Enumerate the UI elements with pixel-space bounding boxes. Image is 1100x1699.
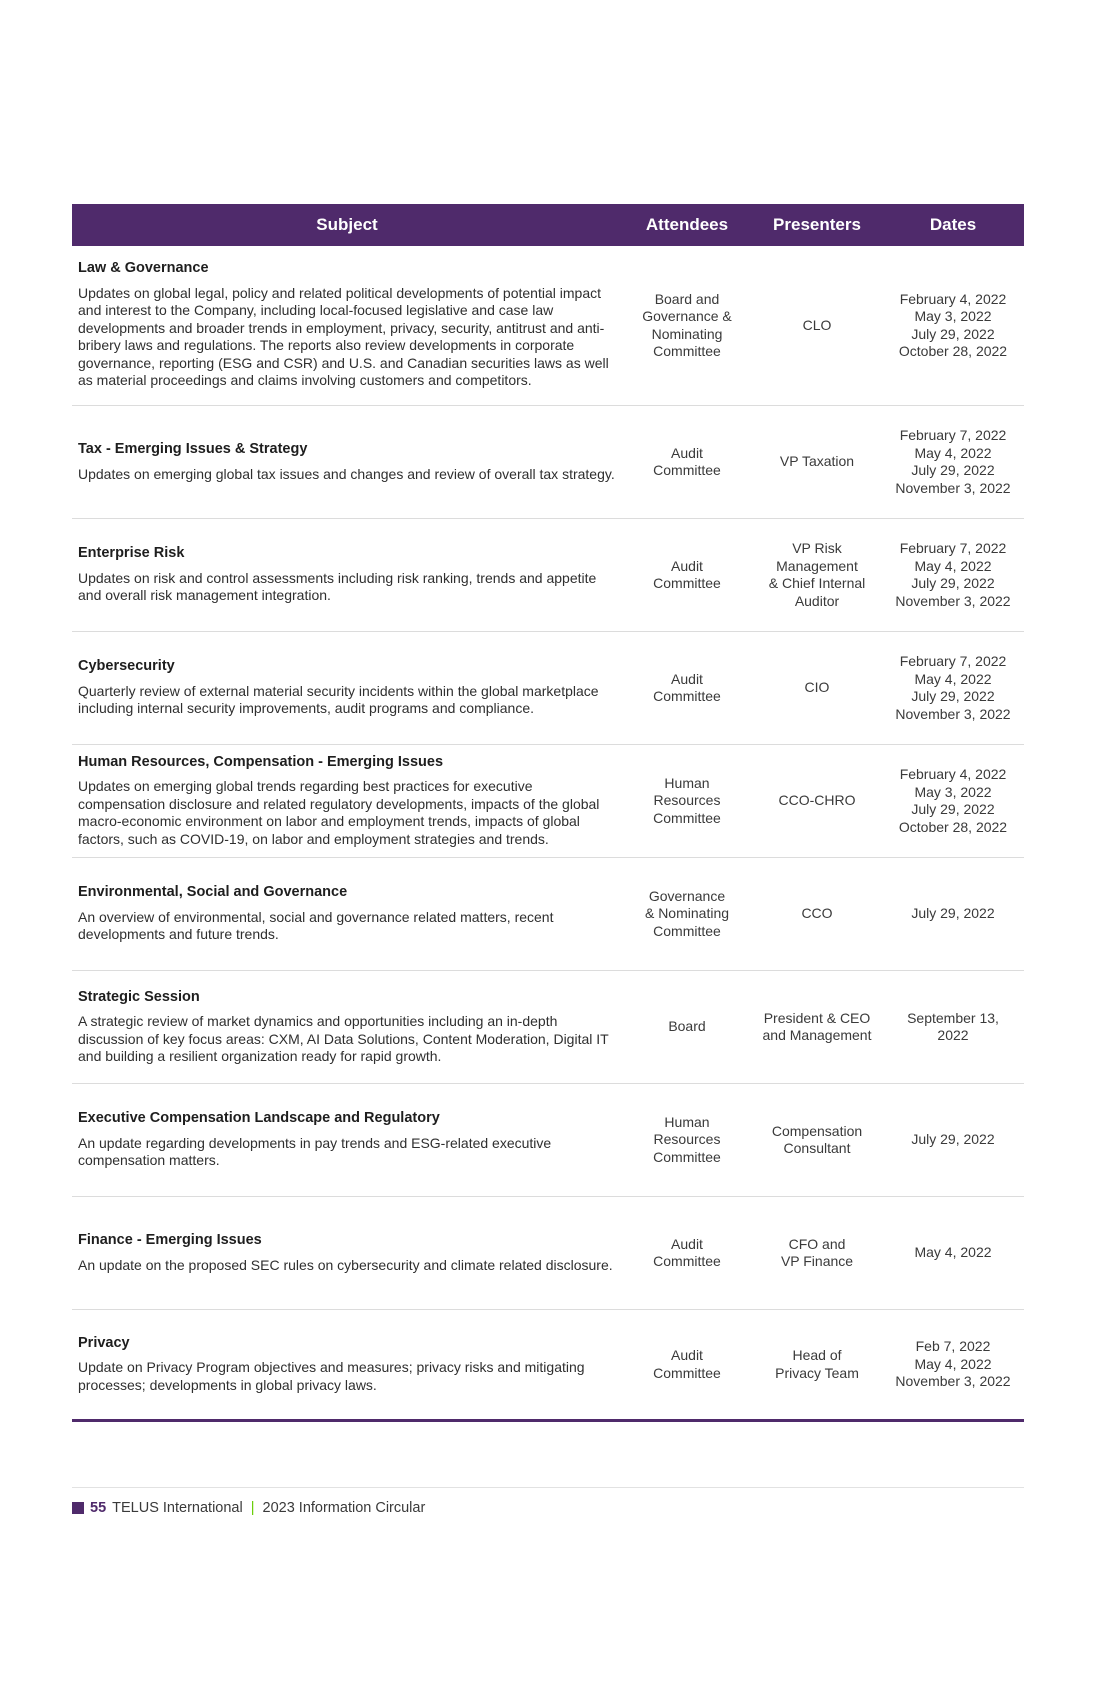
dates-cell: May 4, 2022 xyxy=(914,1244,992,1261)
table-row xyxy=(72,632,1024,745)
presenters-cell: CCO-CHRO xyxy=(778,792,856,809)
attendees-cell: Human Resources Committee xyxy=(653,1113,721,1165)
header-presenters: Presenters xyxy=(773,215,861,234)
subject-title: Executive Compensation Landscape and Regulatory xyxy=(78,1110,440,1127)
attendees-cell: Governance & Nominating Committee xyxy=(644,887,730,939)
subject-cell xyxy=(72,246,622,405)
attendees-cell: Audit Committee xyxy=(653,1235,721,1269)
attendees-cell: Audit Committee xyxy=(653,557,721,591)
table-row xyxy=(72,519,1024,632)
subject-description: Updates on global legal, policy and related political developments of potential impact and interest to the Company, including local-focused legislative and case law developments and broader trends in employment, privacy, security, antitrust and anti-bribery laws and regulations. The reports also review developments in corporate governance, reporting (ESG and CSR) and U.S. and Canadian securities laws as well as material proceedings and claims involving customers and competitors. xyxy=(78,284,609,388)
page-number: 55 xyxy=(90,1500,107,1516)
subject-description: Updates on risk and control assessments including risk ranking, trends and appetite and overall risk management integration. xyxy=(78,569,597,604)
attendees-cell: Audit Committee xyxy=(653,444,721,478)
attendees-cell: Board xyxy=(668,1018,706,1035)
company-name: TELUS International xyxy=(112,1500,243,1516)
dates-cell: September 13, 2022 xyxy=(907,1009,999,1043)
presenters-cell: Head of Privacy Team xyxy=(775,1347,859,1381)
document-title: 2023 Information Circular xyxy=(262,1500,426,1516)
footer-divider xyxy=(72,1487,1024,1488)
presenters-cell: CFO and VP Finance xyxy=(780,1235,854,1269)
dates-cell: February 7, 2022 May 4, 2022 July 29, 2022 November 3, 2022 xyxy=(895,653,1011,722)
subject-title: Cybersecurity xyxy=(78,658,175,675)
attendees-cell: Audit Committee xyxy=(653,670,721,704)
header-attendees: Attendees xyxy=(645,215,729,234)
header-subject: Subject xyxy=(316,215,378,234)
dates-cell: Feb 7, 2022 May 4, 2022 November 3, 2022 xyxy=(895,1338,1011,1390)
subject-title: Finance - Emerging Issues xyxy=(78,1232,262,1248)
subject-description: Quarterly review of external material security incidents within the global marketplace including internal security improvements, audit programs and compliance. xyxy=(78,682,599,717)
table-row xyxy=(72,858,1024,971)
subject-title: Law & Governance xyxy=(78,260,209,276)
footer-separator: | xyxy=(250,1500,255,1516)
table-header xyxy=(72,204,1024,246)
table-row xyxy=(72,1084,1024,1197)
subject-description: An update regarding developments in pay trends and ESG-related executive compensation matters. xyxy=(78,1134,552,1169)
dates-cell: February 4, 2022 May 3, 2022 July 29, 2022 October 28, 2022 xyxy=(898,290,1008,359)
subject-cell xyxy=(72,858,622,970)
page-footer xyxy=(72,1500,425,1516)
subject-cell xyxy=(72,745,622,857)
subject-description: Update on Privacy Program objectives and measures; privacy risks and mitigating processes; developments in global privacy laws. xyxy=(78,1359,585,1393)
subject-description: Updates on emerging global trends regarding best practices for executive compensation disclosure and related regulatory developments, impacts of the global macro-economic environment on labor and employment trends, impacts of global factors, such as COVID-19, on labor and employment strategies and trends. xyxy=(78,778,600,847)
subject-title: Tax - Emerging Issues & Strategy xyxy=(78,441,308,457)
subject-cell xyxy=(72,519,622,631)
subject-title: Strategic Session xyxy=(78,988,200,1005)
dates-cell: February 7, 2022 May 4, 2022 July 29, 2022 November 3, 2022 xyxy=(895,427,1011,496)
dates-cell: July 29, 2022 xyxy=(911,1131,995,1148)
subject-description: An update on the proposed SEC rules on cybersecurity and climate related disclosure. xyxy=(78,1256,613,1273)
presenters-cell: President & CEO and Management xyxy=(762,1009,872,1043)
subject-description: Updates on emerging global tax issues and changes and review of overall tax strategy. xyxy=(78,465,615,482)
dates-cell: July 29, 2022 xyxy=(911,905,995,922)
subject-cell xyxy=(72,1197,622,1309)
presenters-cell: VP Risk Management & Chief Internal Auditor xyxy=(768,540,866,609)
subject-cell xyxy=(72,971,622,1083)
subject-cell xyxy=(72,1310,622,1419)
subject-cell xyxy=(72,406,622,518)
presenters-cell: VP Taxation xyxy=(779,453,855,470)
presenters-cell: Compensation Consultant xyxy=(771,1122,863,1156)
table-row xyxy=(72,406,1024,519)
dates-cell: February 4, 2022 May 3, 2022 July 29, 2022 October 28, 2022 xyxy=(898,766,1008,835)
table-row xyxy=(72,971,1024,1084)
subject-description: A strategic review of market dynamics and opportunities including an in-depth discussion of key focus areas: CXM, AI Data Solutions, Content Moderation, Digital IT and building a resilient organization ready for rapid growth. xyxy=(78,1013,609,1064)
subject-cell xyxy=(72,1084,622,1196)
dates-cell: February 7, 2022 May 4, 2022 July 29, 2022 November 3, 2022 xyxy=(895,540,1011,609)
table-row xyxy=(72,1197,1024,1310)
header-dates: Dates xyxy=(929,215,977,234)
attendees-cell: Board and Governance & Nominating Committee xyxy=(642,290,732,359)
table-row xyxy=(72,745,1024,858)
presenters-cell: CLO xyxy=(802,316,832,333)
subject-title: Environmental, Social and Governance xyxy=(78,884,348,901)
subject-description: An overview of environmental, social and governance related matters, recent developments and future trends. xyxy=(78,908,554,943)
presenters-cell: CIO xyxy=(804,679,830,696)
attendees-cell: Human Resources Committee xyxy=(653,774,721,826)
table-row xyxy=(72,246,1024,406)
presenters-cell: CCO xyxy=(801,905,833,922)
subject-title: Enterprise Risk xyxy=(78,545,185,562)
attendees-cell: Audit Committee xyxy=(653,1347,721,1381)
subject-title: Human Resources, Compensation - Emerging Issues xyxy=(78,753,444,770)
brand-square-icon xyxy=(72,1502,84,1514)
table-row xyxy=(72,1310,1024,1419)
subject-cell xyxy=(72,632,622,744)
table-bottom-rule xyxy=(72,1419,1024,1422)
meetings-table xyxy=(72,204,1024,1422)
subject-title: Privacy xyxy=(78,1334,130,1351)
